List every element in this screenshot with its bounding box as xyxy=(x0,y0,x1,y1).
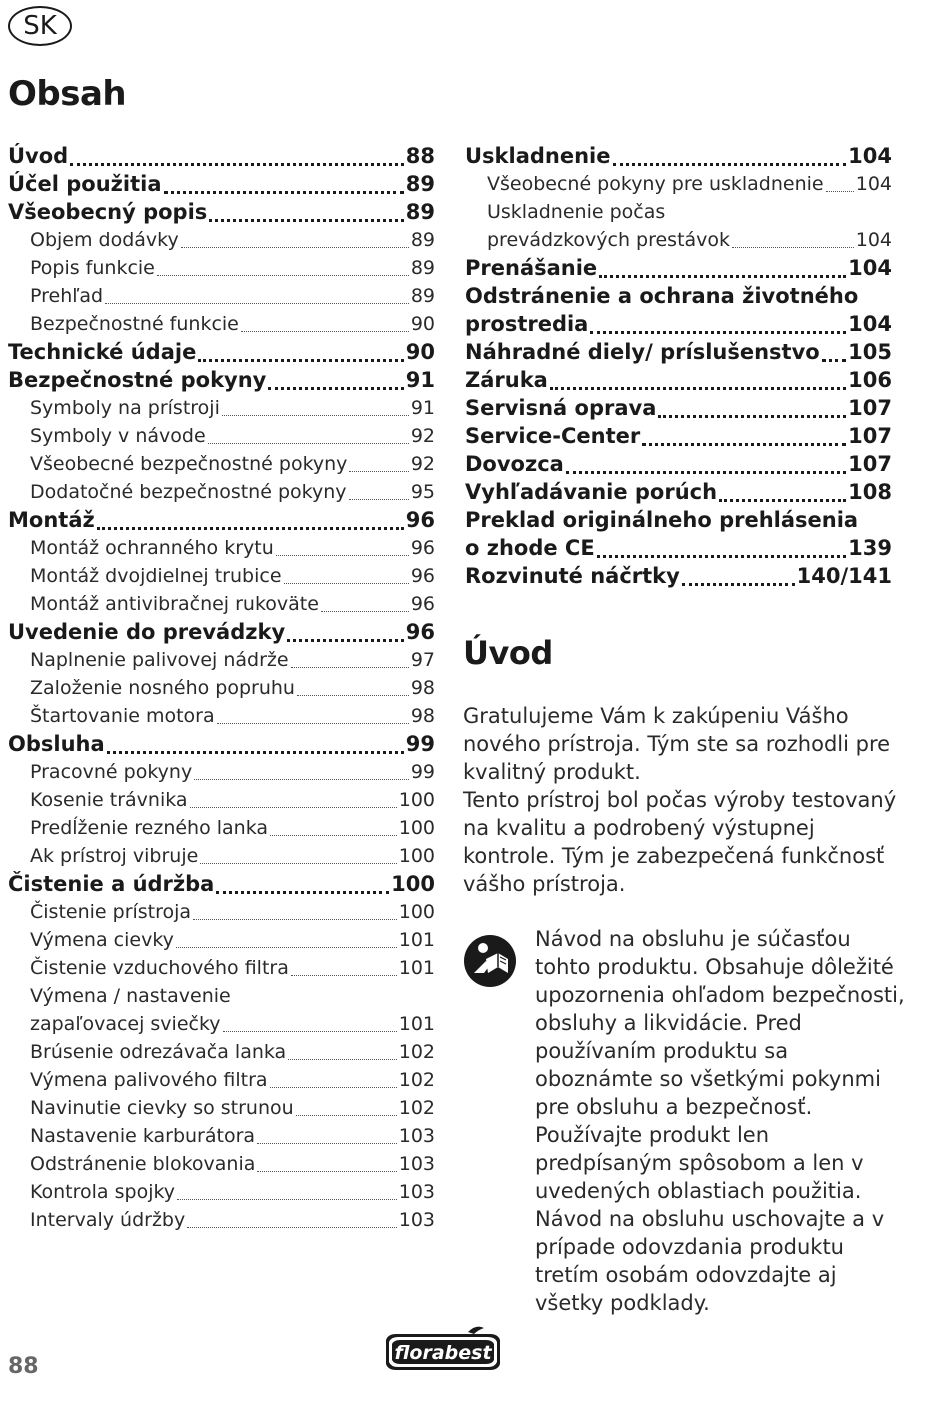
toc-entry xyxy=(8,730,435,758)
toc-entry-title: Objem dodávky xyxy=(30,229,179,251)
toc-entry xyxy=(8,254,435,282)
toc-entry xyxy=(8,674,435,702)
toc-entry xyxy=(465,254,892,282)
toc-dot-leader xyxy=(107,751,404,754)
toc-entry-title: Dovozca xyxy=(465,452,564,476)
toc-dot-leader xyxy=(682,583,795,586)
toc-entry xyxy=(465,394,892,422)
toc-entry-title: Bezpečnostné pokyny xyxy=(8,368,267,392)
toc-entry-page: 89 xyxy=(410,285,435,307)
toc-dot-leader xyxy=(257,1171,396,1172)
toc-entry-page: 104 xyxy=(848,256,892,280)
toc-entry-title: Účel použitia xyxy=(8,172,162,196)
toc-entry xyxy=(8,310,435,338)
toc-dot-leader xyxy=(719,499,846,502)
toc-dot-leader xyxy=(190,807,397,808)
toc-entry-title: Uskladnenie xyxy=(465,144,611,168)
toc-entry-page: 107 xyxy=(848,452,892,476)
toc-entry-page: 92 xyxy=(410,425,435,447)
toc-entry-title: Odstránenie blokovania xyxy=(30,1153,256,1175)
toc-entry xyxy=(465,310,892,338)
toc-dot-leader xyxy=(590,331,846,334)
toc-entry-title: Naplnenie palivovej nádrže xyxy=(30,649,289,671)
toc-entry-title: Nastavenie karburátora xyxy=(30,1125,256,1147)
toc-entry-page: 96 xyxy=(405,508,435,532)
toc-entry-title: Uvedenie do prevádzky xyxy=(8,620,286,644)
toc-dot-leader xyxy=(276,555,409,556)
toc-entry-title: Všeobecný popis xyxy=(8,200,208,224)
toc-entry xyxy=(8,226,435,254)
toc-entry-page: 103 xyxy=(398,1209,435,1231)
toc-dot-leader xyxy=(284,583,409,584)
toc-entry xyxy=(8,562,435,590)
toc-entry-title: Odstránenie a ochrana životného xyxy=(465,284,859,308)
toc-entry-page: 88 xyxy=(405,144,435,168)
toc-entry-title: Montáž dvojdielnej trubice xyxy=(30,565,282,587)
toc-entry-page: 89 xyxy=(405,200,435,224)
read-manual-icon xyxy=(462,933,518,989)
toc-entry-page: 98 xyxy=(410,677,435,699)
toc-entry-title: prevádzkových prestávok xyxy=(487,229,731,251)
toc-entry-title: Navinutie cievky so strunou xyxy=(30,1097,294,1119)
toc-dot-leader xyxy=(297,695,409,696)
toc-dot-leader xyxy=(187,1227,396,1228)
toc-entry-title: Intervaly údržby xyxy=(30,1209,186,1231)
toc-entry-title: Všeobecné bezpečnostné pokyny xyxy=(30,453,348,475)
toc-entry xyxy=(465,534,892,562)
toc-entry xyxy=(8,646,435,674)
intro-paragraph: Gratulujeme Vám k zakúpeniu Vášho nového prístroja. Tým ste sa rozhodli pre kvalitný produkt. xyxy=(463,704,891,784)
toc-entry-title: Čistenie a údržba xyxy=(8,872,215,896)
logo-wordmark: florabest xyxy=(394,1342,492,1364)
toc-entry xyxy=(465,282,892,310)
toc-entry xyxy=(465,366,892,394)
section-heading: Úvod xyxy=(463,634,553,672)
toc-entry-title: Predĺženie rezného lanka xyxy=(30,817,269,839)
toc-entry-page: 92 xyxy=(410,453,435,475)
toc-entry-page: 99 xyxy=(405,732,435,756)
toc-entry xyxy=(465,450,892,478)
toc-entry xyxy=(8,394,435,422)
toc-entry-page: 101 xyxy=(398,1013,435,1035)
toc-entry-title: Kosenie trávnika xyxy=(30,789,188,811)
toc-entry xyxy=(8,506,435,534)
toc-entry-page: 90 xyxy=(405,340,435,364)
note-text: Návod na obsluhu je súčasťou tohto produktu. Obsahuje dôležité upozornenia ohľadom bezpečnosti, obsluhy a likvidácie. Pred používaním produktu sa oboznámte so všetkými pokynmi pre obsluhu a bezpečnosť. Používajte produkt len predpísaným spôsobom a len v uvedených oblastiach použitia. Návod na obsluhu uschovajte a v prípade odovzdania produktu tretím osobám odovzdajte aj všetky podklady. xyxy=(535,927,905,1315)
toc-dot-leader xyxy=(216,891,389,894)
toc-entry xyxy=(8,1206,435,1234)
toc-dot-leader xyxy=(349,499,409,500)
toc-entry-page: 107 xyxy=(848,424,892,448)
toc-dot-leader xyxy=(200,863,396,864)
toc-dot-leader xyxy=(732,247,854,248)
toc-entry xyxy=(8,450,435,478)
toc-entry xyxy=(465,338,892,366)
toc-entry-page: 96 xyxy=(410,565,435,587)
toc-dot-leader xyxy=(599,275,846,278)
toc-entry-title: Prehľad xyxy=(30,285,104,307)
language-badge: SK xyxy=(8,6,72,46)
toc-entry xyxy=(8,1094,435,1122)
toc-entry-title: prostredia xyxy=(465,312,589,336)
toc-entry-title: Montáž xyxy=(8,508,95,532)
toc-entry xyxy=(465,170,892,198)
toc-entry xyxy=(8,758,435,786)
toc-entry-page: 89 xyxy=(410,229,435,251)
toc-dot-leader xyxy=(826,191,854,192)
toc-entry-title: Štartovanie motora xyxy=(30,705,215,727)
toc-entry xyxy=(8,422,435,450)
toc-entry-title: Obsluha xyxy=(8,732,105,756)
toc-entry-title: Záruka xyxy=(465,368,548,392)
toc-entry-page: 96 xyxy=(410,593,435,615)
toc-entry-title: Rozvinuté náčrtky xyxy=(465,564,680,588)
toc-entry-title: Náhradné diely/ príslušenstvo xyxy=(465,340,820,364)
toc-entry xyxy=(8,142,435,170)
toc-entry xyxy=(8,982,435,1010)
toc-dot-leader xyxy=(97,527,404,530)
toc-entry-title: Pracovné pokyny xyxy=(30,761,193,783)
toc-entry-page: 108 xyxy=(848,480,892,504)
toc-entry-page: 102 xyxy=(398,1097,435,1119)
toc-dot-leader xyxy=(257,1143,397,1144)
toc-entry-page: 101 xyxy=(398,929,435,951)
toc-dot-leader xyxy=(198,359,403,362)
toc-dot-leader xyxy=(291,975,397,976)
toc-entry-page: 89 xyxy=(405,172,435,196)
toc-entry xyxy=(465,478,892,506)
toc-entry xyxy=(465,142,892,170)
toc-entry-title: Symboly na prístroji xyxy=(30,397,220,419)
toc-entry-page: 103 xyxy=(398,1125,435,1147)
toc-dot-leader xyxy=(223,1031,397,1032)
toc-entry-title: Výmena cievky xyxy=(30,929,174,951)
toc-entry-page: 100 xyxy=(398,817,435,839)
toc-entry-page: 90 xyxy=(410,313,435,335)
toc-dot-leader xyxy=(291,667,409,668)
toc-entry xyxy=(8,1150,435,1178)
toc-dot-leader xyxy=(550,387,846,390)
toc-entry-page: 139 xyxy=(848,536,892,560)
toc-dot-leader xyxy=(181,247,409,248)
toc-entry-title: Uskladnenie počas xyxy=(487,201,666,223)
toc-dot-leader xyxy=(597,555,846,558)
toc-entry-page: 99 xyxy=(410,761,435,783)
toc-entry-page: 96 xyxy=(410,537,435,559)
toc-entry-page: 100 xyxy=(398,789,435,811)
toc-entry-title: Servisná oprava xyxy=(465,396,657,420)
toc-entry-page: 95 xyxy=(410,481,435,503)
toc-entry-page: 100 xyxy=(398,901,435,923)
toc-entry-title: Vyhľadávanie porúch xyxy=(465,480,718,504)
toc-dot-leader xyxy=(176,947,397,948)
toc-entry-page: 97 xyxy=(410,649,435,671)
toc-dot-leader xyxy=(193,919,397,920)
toc-entry-title: Brúsenie odrezávača lanka xyxy=(30,1041,287,1063)
toc-entry-page: 89 xyxy=(410,257,435,279)
toc-dot-leader xyxy=(288,1059,397,1060)
toc-entry xyxy=(8,282,435,310)
toc-dot-leader xyxy=(194,779,409,780)
toc-entry-title: Preklad originálneho prehlásenia xyxy=(465,508,859,532)
toc-dot-leader xyxy=(613,163,847,166)
toc-entry-page: 102 xyxy=(398,1041,435,1063)
toc-dot-leader xyxy=(321,611,409,612)
toc-dot-leader xyxy=(268,387,403,390)
toc-dot-leader xyxy=(177,1199,397,1200)
toc-entry xyxy=(465,226,892,254)
toc-entry xyxy=(8,1038,435,1066)
toc-entry xyxy=(8,702,435,730)
toc-entry-title: Symboly v návode xyxy=(30,425,206,447)
brand-logo xyxy=(380,1324,506,1374)
toc-entry-page: 103 xyxy=(398,1181,435,1203)
page-title: Obsah xyxy=(8,74,127,114)
toc-entry-title: Výmena palivového filtra xyxy=(30,1069,268,1091)
toc-entry-title: Prenášanie xyxy=(465,256,598,280)
intro-text xyxy=(463,702,903,898)
toc-entry xyxy=(8,366,435,394)
toc-dot-leader xyxy=(164,191,404,194)
toc-entry-page: 107 xyxy=(848,396,892,420)
toc-entry-page: 102 xyxy=(398,1069,435,1091)
toc-entry-title: Výmena / nastavenie xyxy=(30,985,231,1007)
toc-entry-title: Ak prístroj vibruje xyxy=(30,845,199,867)
page-number: 88 xyxy=(8,1354,39,1379)
toc-entry-title: Úvod xyxy=(8,144,69,168)
intro-paragraph: Tento prístroj bol počas výroby testovaný na kvalitu a podrobený výstupnej kontrole. Tým je zabezpečená funkčnosť vášho prístroja. xyxy=(463,788,897,896)
toc-entry-title: Všeobecné pokyny pre uskladnenie xyxy=(487,173,824,195)
toc-entry xyxy=(465,506,892,534)
toc-entry xyxy=(8,1122,435,1150)
toc-entry-page: 106 xyxy=(848,368,892,392)
toc-dot-leader xyxy=(566,471,846,474)
toc-entry xyxy=(8,198,435,226)
toc-entry-title: Montáž antivibračnej rukoväte xyxy=(30,593,319,615)
toc-entry-page: 103 xyxy=(398,1153,435,1175)
toc-entry-page: 104 xyxy=(848,312,892,336)
toc-entry-page: 91 xyxy=(405,368,435,392)
toc-entry xyxy=(8,170,435,198)
toc-entry xyxy=(8,954,435,982)
toc-entry-page: 101 xyxy=(398,957,435,979)
toc-entry-title: Čistenie vzduchového filtra xyxy=(30,957,289,979)
toc-dot-leader xyxy=(270,1087,397,1088)
toc-dot-leader xyxy=(822,359,846,362)
toc-entry xyxy=(8,1010,435,1038)
toc-entry-title: Dodatočné bezpečnostné pokyny xyxy=(30,481,347,503)
toc-entry xyxy=(465,562,892,590)
toc-entry xyxy=(465,422,892,450)
toc-entry-title: Technické údaje xyxy=(8,340,197,364)
toc-dot-leader xyxy=(157,275,409,276)
toc-entry xyxy=(8,842,435,870)
toc-dot-leader xyxy=(222,415,409,416)
toc-dot-leader xyxy=(296,1115,397,1116)
toc-dot-leader xyxy=(642,443,846,446)
toc-entry-title: o zhode CE xyxy=(465,536,595,560)
toc-entry xyxy=(8,590,435,618)
toc-entry-title: Založenie nosného popruhu xyxy=(30,677,295,699)
toc-dot-leader xyxy=(208,443,409,444)
toc-entry-page: 140/141 xyxy=(796,564,892,588)
toc-entry-title: Popis funkcie xyxy=(30,257,155,279)
toc-dot-leader xyxy=(209,219,403,222)
toc-dot-leader xyxy=(105,303,409,304)
toc-entry-page: 98 xyxy=(410,705,435,727)
toc-entry xyxy=(8,926,435,954)
toc-entry xyxy=(8,618,435,646)
toc-entry xyxy=(8,898,435,926)
toc-entry-title: Bezpečnostné funkcie xyxy=(30,313,239,335)
toc-entry-title: zapaľovacej sviečky xyxy=(30,1013,221,1035)
toc-dot-leader xyxy=(217,723,409,724)
table-of-contents-right xyxy=(465,142,892,590)
toc-entry-page: 105 xyxy=(848,340,892,364)
toc-entry xyxy=(8,1066,435,1094)
toc-entry-title: Čistenie prístroja xyxy=(30,901,192,923)
toc-entry-page: 96 xyxy=(405,620,435,644)
toc-dot-leader xyxy=(287,639,404,642)
toc-entry-title: Kontrola spojky xyxy=(30,1181,176,1203)
toc-entry xyxy=(8,478,435,506)
toc-dot-leader xyxy=(270,835,397,836)
toc-entry xyxy=(8,786,435,814)
toc-entry-page: 91 xyxy=(410,397,435,419)
toc-dot-leader xyxy=(241,331,409,332)
toc-dot-leader xyxy=(70,163,404,166)
toc-entry xyxy=(8,1178,435,1206)
toc-dot-leader xyxy=(658,415,846,418)
toc-entry-page: 104 xyxy=(855,229,892,251)
toc-entry-page: 104 xyxy=(855,173,892,195)
toc-entry xyxy=(8,338,435,366)
toc-entry-title: Montáž ochranného krytu xyxy=(30,537,274,559)
toc-entry-page: 100 xyxy=(391,872,435,896)
toc-entry xyxy=(465,198,892,226)
toc-entry xyxy=(8,870,435,898)
toc-dot-leader xyxy=(349,471,408,472)
toc-entry xyxy=(8,534,435,562)
toc-entry-page: 100 xyxy=(398,845,435,867)
toc-entry xyxy=(8,814,435,842)
table-of-contents-left xyxy=(8,142,435,1234)
toc-entry-title: Service-Center xyxy=(465,424,641,448)
toc-entry-page: 104 xyxy=(848,144,892,168)
